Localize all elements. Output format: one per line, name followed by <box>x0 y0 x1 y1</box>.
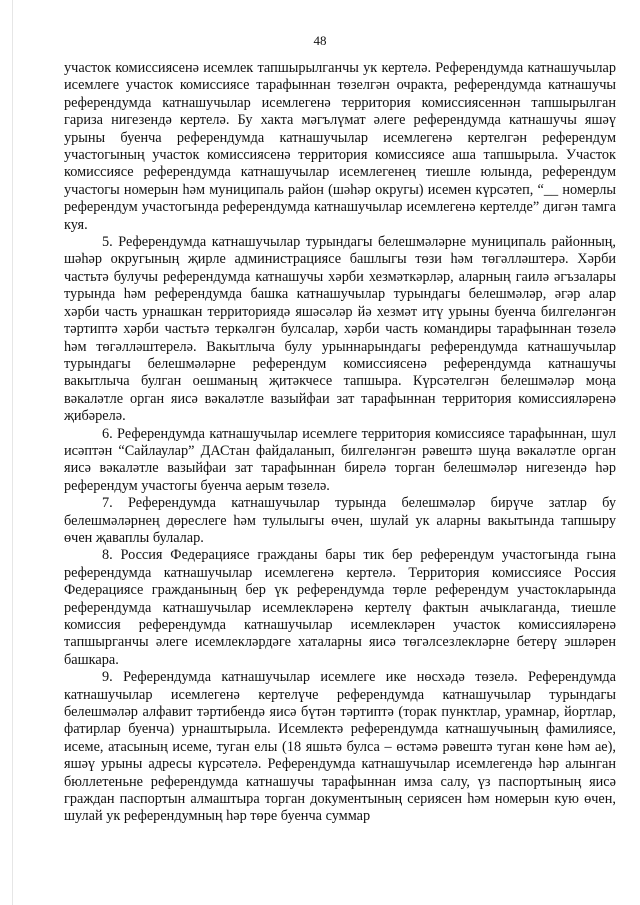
paragraph: 8. Россия Федерациясе гражданы бары тик бер референдум участогында гына референдумда катнашучылар исемлегенә кертелә. Территория комиссиясе Россия Федерациясе гражданының бер үк референдумда төрле референдум участокларында референдумда катнашучылар исемлекләренә кертелү фактын ачыклаганда, тиешле комиссия референдумда катнашучылар исемлекләрен участок комиссияләренә тапшырганчы әлеге исемлекләрдәге хаталарны яисә төгәлсезлекләрне бетерү эшләрен башкара. <box>64 547 616 668</box>
paragraph: 9. Референдумда катнашучылар исемлеге ике нөсхәдә төзелә. Референдумда катнашучылар исемлегенә кертелүче референдумда катнашучылар турындагы белешмәләр алфавит тәртибендә яисә бүтән тәртиптә (торак пунктлар, урамнар, йортлар, фатирлар буенча) урнаштырыла. Исемлектә референдумда катнашучының фамилиясе, исеме, атасының исеме, туган елы (18 яшьтә булса – өстәмә рәвештә туган көне һәм ае), яшәү урыны адресы күрсәтелә. Референдумда катнашучылар исемлегендә һәр алынган бюллетеньне референдумда катнашучы тарафыннан имза салу, үз паспортының яисә граждан паспортын алмаштыра торган документының сериясен һәм номерын кую өчен, шулай ук референдумның һәр төре буенча суммар <box>64 669 616 825</box>
page-number: 48 <box>313 33 327 48</box>
scan-edge-line <box>12 0 13 905</box>
paragraph: участок комиссиясенә исемлек тапшырылганчы ук кертелә. Референдумда катнашучылар исемлеге участок комиссиясе тарафыннан төзелгән очракта, референдумда катнашучы референдумда катнашучылар исемлегенә территория комиссиясеннән тапшырылган гариза нигезендә кертелә. Бу хакта мәгълүмат әлеге референдумда катнашучы яшәү урыны буенча референдумда катнашучылар исемлегенә кертелгән референдум участогының участок комиссиясенә территория комиссиясе аша тапшырыла. Участок комиссиясе референдумда катнашучылар исемлегенең тиешле юлында, референдум участогы номерын һәм муниципаль район (шәһәр округы) исемен күрсәтеп, “__ номерлы референдум участогында референдумда катнашучылар исемлегенә кертелде” дигән тамга куя. <box>64 60 616 233</box>
paragraph: 6. Референдумда катнашучылар исемлеге территория комиссиясе тарафыннан, шул исәптән “Сайлаулар” ДАСтан файдаланып, билгеләнгән рәвештә шуңа вәкаләтле орган яисә вәкаләтле вазыйфаи зат тарафыннан бирелә торган белешмәләр нигезендә һәр референдум участогы буенча аерым төзелә. <box>64 425 616 494</box>
paragraph: 7. Референдумда катнашучылар турында белешмәләр бирүче затлар бу белешмәләрнең дөреслеге һәм тулылыгы өчен, шулай ук аларны вакытында тапшыру өчен җаваплы булалар. <box>64 495 616 546</box>
paragraph: 5. Референдумда катнашучылар турындагы белешмәләрне муниципаль районның, шәһәр округының җирле администрациясе башлыгы төзи һәм төгәлләштерә. Хәрби частьтә булучы референдумда катнашучы хәрби хезмәткәрләр, аларның гаилә әгъзалары турында һәм референдумда башка катнашучылар турындагы белешмәләр, әгәр алар хәрби часть урнашкан территориядә яшәсәләр йә хезмәт итү урыны буенча билгеләнгән тәртиптә хәрби частьтә теркәлгән булсалар, хәрби часть командиры тарафыннан төзелә һәм төгәлләштерелә. Вакытлыча булу урыннарындагы референдумда катнашучылар турындагы белешмәләрне референдум комиссиясенә референдумда катнашучы вакытлыча булган оешманың җитәкчесе тапшыра. Күрсәтелгән белешмәләр моңа вәкаләтле орган яисә вәкаләтле вазыйфаи зат тарафыннан территория комиссияләренә җибәрелә. <box>64 234 616 425</box>
document-body <box>64 60 616 826</box>
